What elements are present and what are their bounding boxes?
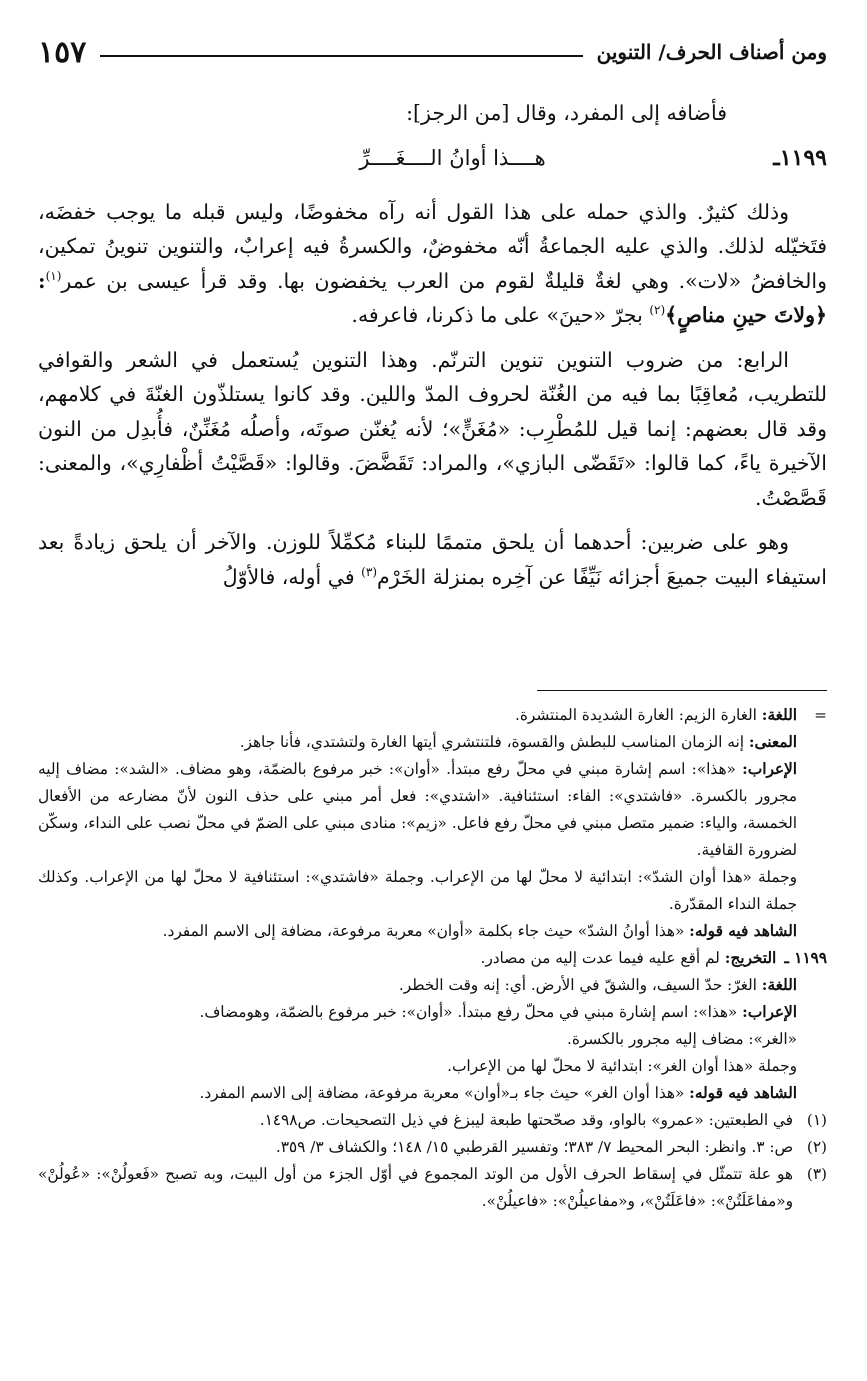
note-lugha [38,702,797,729]
text-irab: «هذا»: اسم إشارة مبني في محلّ رفع مبتدأ. «أوان»: خبر مرفوع بالضمّة، وهو مضاف. «الشد»: مضاف إليه مجرور بالكسرة. «فاشتدي»: الفاء: استئنافية. «اشتدي»: فعل أمر مبني على حذف النون لأنّ مضارعه من الأفعال الخمسة، والياء: ضمير متصل مبني في محلّ رفع فاعل. «زيم»: منادى مبني على الضمّ في محلّ نصب على النداء، وسكّن لضرورة القافية. [38,760,797,859]
paragraph-1-quran: : ﴿ولاتَ حينِ مناصٍ﴾ [38,268,827,327]
paragraph-1 [38,195,827,333]
prev-verse-notes [38,702,827,945]
label-irab: الإعراب: [742,760,797,778]
text-1199-shahid: «هذا أوان الغر» حيث جاء بـ«أوان» معربة مرفوعة، مضافة إلى الاسم المفرد. [199,1084,690,1102]
verse-1199-notes [38,945,827,972]
note-takhrij [38,945,776,972]
label-1199-lugha: اللغة: [761,976,797,994]
paragraph-2: الرابع: من ضروب التنوين تنوين الترنّم. وهذا التنوين يُستعمل في الشعر والقوافي للتطريب، مُعاقِبًا بما فيه من الغُنّة لحروف المدّ واللين. وقد كانوا يستلذّون الغنّةَ في كلامهم، وقد قال بعضهم: إنما قيل للمُطْرِب: «مُغَنٍّ»؛ لأنه يُغنّن صوتَه، وأصلُه مُغَنِّنٌ، فأُبدِل من النون الآخيرة ياءً، كما قالوا: «تَقَضّى البازي»، والمراد: تَقَضَّضَ. وقالوا: «قَصَّيْتُ أظْفارِي»، والمعنى: قَصَّصْتُ. [38,347,827,510]
text-lugha: الغارة الزيم: الغارة الشديدة المنتشرة. [515,706,762,724]
paragraph-3 [38,525,827,594]
footnote-2 [38,1134,827,1161]
note-maana [38,729,797,756]
paragraph-3-text-b: في أوله، فالأوّلُ [222,564,362,589]
note-shahid [38,918,797,945]
text-maana: إنه الزمان المناسب للبطش والقسوة، فلتنتشري أيتها الغارة ولتشتدي، فأنا جاهز. [239,733,749,751]
verse-text: هــــذا أوانُ الــــغَــــرِّ [359,145,546,170]
label-1199-irab: الإعراب: [742,1003,797,1021]
footnote-3-number: (٣) [806,1165,827,1183]
running-title: ومن أصناف الحرف/ التنوين [596,40,827,64]
note-1199-lugha [38,972,797,999]
page-number: ١٥٧ [38,34,87,70]
verse-1199-details [38,972,827,1107]
label-maana: المعنى: [748,733,797,751]
note-irab [38,756,797,864]
note-jumla: وجملة «هذا أوان الشدّ»: ابتدائية لا محلّ لها من الإعراب. وجملة «فاشتدي»: استئنافية لا محلّ لها من الإعراب. وكذلك جملة النداء المقدّرة. [38,868,797,913]
label-lugha: اللغة: [761,706,797,724]
note-1199-irab-2: «الغر»: مضاف إليه مجرور بالكسرة. [566,1030,797,1048]
footnotes-section [38,702,827,1215]
footnote-1-number: (١) [806,1111,827,1129]
note-1199-shahid [38,1080,797,1107]
intro-line: فأضافه إلى المفرد، وقال [من الرجز]: [406,101,727,125]
label-1199-shahid: الشاهد فيه قوله: [689,1084,797,1102]
text-takhrij: لم أقع عليه فيما عدت إليه من مصادر. [480,949,725,967]
label-shahid: الشاهد فيه قوله: [689,922,797,940]
footnote-1-text: في الطبعتين: «عمرو» بالواو، وقد صحّحتها طبعة ليبزغ في ذيل التصحيحات. ص١٤٩٨. [259,1111,793,1129]
footnote-3-text: هو علة تتمثّل في إسقاط الحرف الأول من الوتد المجموع في أوّل الجزء من أول البيت، وبه تصبح «فَعولُنْ»: «عُولُنْ» و«مفاعَلَتُنْ»: «فاعَلَتُنْ»، و«مفاعيلُنْ»: «فاعيلُنْ». [38,1165,793,1210]
continuation-mark: = [814,706,827,724]
main-text [38,96,827,604]
footnote-1 [38,1107,827,1134]
text-shahid: «هذا أوانُ الشدّ» حيث جاء بكلمة «أوان» معربة مرفوعة، مضافة إلى الاسم المفرد. [162,922,690,940]
footnote-separator [537,690,827,691]
footnote-2-text: ص: ٣. وانظر: البحر المحيط ٧/ ٣٨٣؛ وتفسير القرطبي ١٥/ ١٤٨؛ والكشاف ٣/ ٣٥٩. [275,1138,793,1156]
note-1199-irab [38,999,797,1026]
verse-number: ١١٩٩ـ [773,144,827,171]
page-header [38,30,827,74]
footnote-ref-1[interactable]: (١) [45,268,62,283]
verse-line [38,141,827,181]
header-rule [100,55,582,57]
paragraph-3-text-a: وهو على ضربين: أحدهما أن يلحق متممًا للبناء مُكمِّلاً للوزن. والآخر أن يلحق زيادةً بعد استيفاء البيت جميعَ أجزائه نَيِّفًا عن آخِره بمنزلة الخَرْم [38,530,827,589]
footnote-3 [38,1161,827,1215]
paragraph-1-text-a: وذلك كثيرٌ. والذي حمله على هذا القول أنه رآه مخفوضًا، وليس قبله ما يوجب خفضَه، فتَخيّله لذلك. والذي عليه الجماعةُ أنّه مخفوضٌ، والكسرةُ فيه إعرابٌ، والتنوين تنوينُ تمكين، والخافضُ «لات». وهي لغةٌ قليلةٌ لقوم من العرب يخفضون بها. وقد قرأ عيسى بن عمر [38,199,827,293]
paragraph-1-text-c: بجرّ «حينَ» على ما ذكرنا، فاعرفه. [351,303,650,327]
text-1199-irab-1: «هذا»: اسم إشارة مبني في محلّ رفع مبتدأ. «أوان»: خبر مرفوع بالضمّة، وهومضاف. [199,1003,743,1021]
label-takhrij: التخريج: [724,949,777,967]
footnote-ref-2[interactable]: (٢) [649,303,666,318]
text-1199-lugha: الغرّ: حدّ السيف، والشقّ في الأرض. أي: إنه وقت الخطر. [398,976,762,994]
note-1199-jumla: وجملة «هذا أوان الغر»: ابتدائية لا محلّ لها من الإعراب. [447,1057,797,1075]
footnote-2-number: (٢) [806,1138,827,1156]
footnote-ref-3[interactable]: (٣) [361,564,377,579]
verse-1199-number: ١١٩٩ ـ [784,949,827,967]
